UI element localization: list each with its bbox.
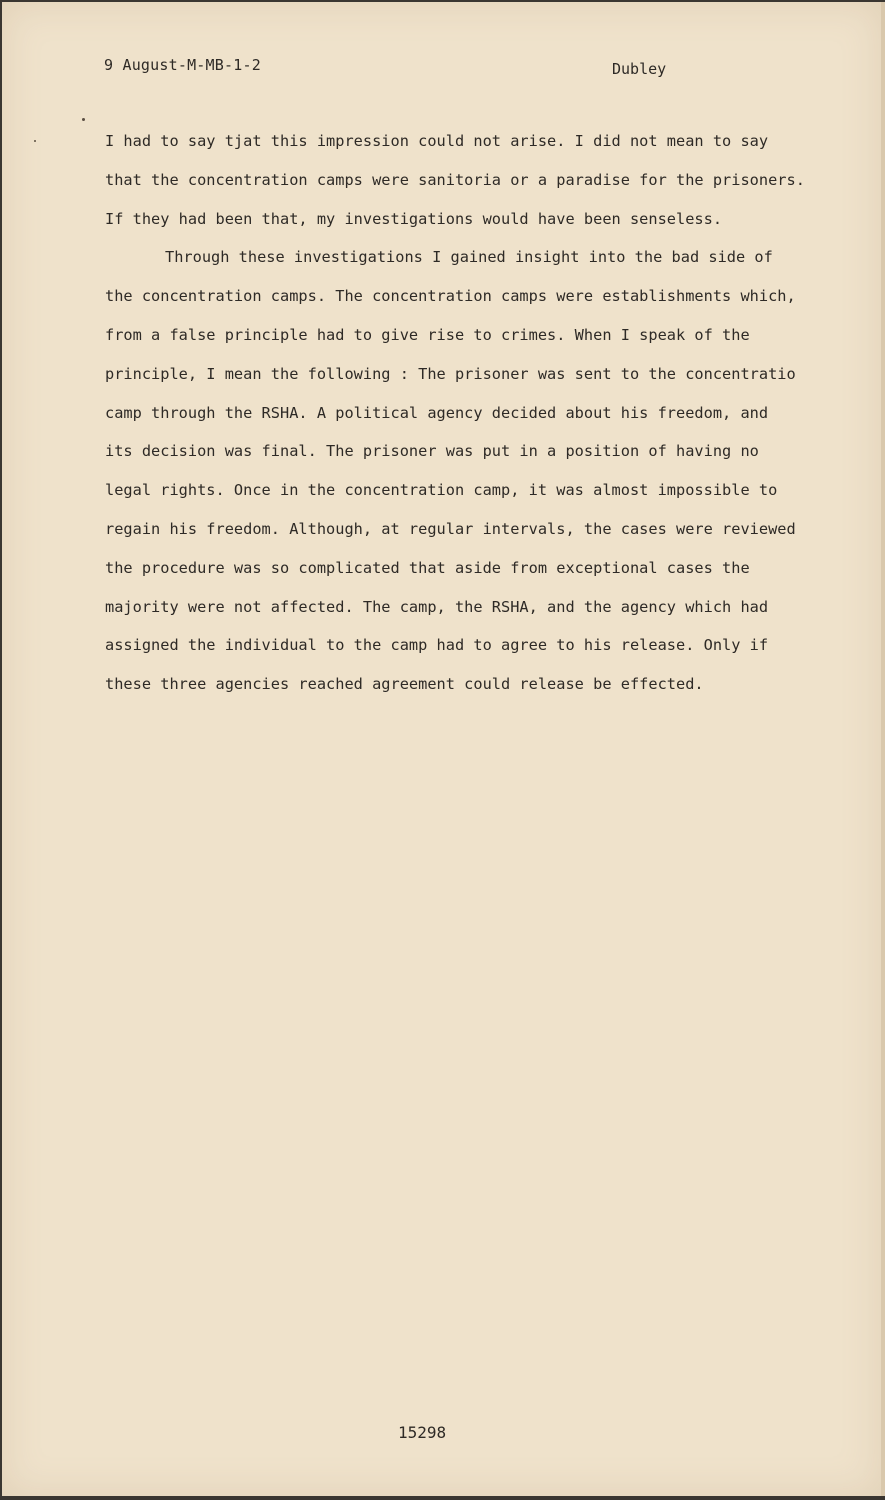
text-line: I had to say tjat this impression could not arise. I did not mean to say bbox=[105, 132, 769, 150]
text-line: from a false principle had to give rise to crimes. When I speak of the bbox=[105, 325, 750, 344]
text-line: the concentration camps. The concentration camps were establishments which, bbox=[105, 287, 796, 306]
text-line: the procedure was so complicated that aside from exceptional cases the bbox=[105, 558, 750, 577]
text-line: that the concentration camps were sanitoria or a paradise for the prisoners. bbox=[105, 170, 805, 189]
witness-name: Dubley bbox=[612, 60, 667, 78]
text-line: camp through the RSHA. A political agency decided about his freedom, and bbox=[105, 403, 769, 422]
page-number: 15298 bbox=[398, 1423, 447, 1442]
text-line: If they had been that, my investigations would have been senseless. bbox=[105, 209, 723, 228]
text-line: legal rights. Once in the concentration camp, it was almost impossible to bbox=[105, 481, 778, 500]
text-line: assigned the individual to the camp had to agree to his release. Only if bbox=[105, 636, 769, 655]
document-id: 9 August-M-MB-1-2 bbox=[104, 56, 261, 74]
text-line: its decision was final. The prisoner was put in a position of having no bbox=[105, 442, 759, 461]
ink-speck bbox=[34, 140, 36, 142]
document-page bbox=[2, 2, 885, 1496]
text-line: majority were not affected. The camp, the RSHA, and the agency which had bbox=[105, 597, 769, 616]
text-line: principle, I mean the following : The prisoner was sent to the concentratio bbox=[105, 364, 796, 383]
body-text bbox=[105, 132, 845, 714]
text-line: these three agencies reached agreement could release be effected. bbox=[105, 675, 704, 694]
ink-speck bbox=[82, 118, 85, 121]
text-line: Through these investigations I gained insight into the bad side of bbox=[165, 248, 773, 267]
text-line: regain his freedom. Although, at regular intervals, the cases were reviewed bbox=[105, 519, 796, 538]
